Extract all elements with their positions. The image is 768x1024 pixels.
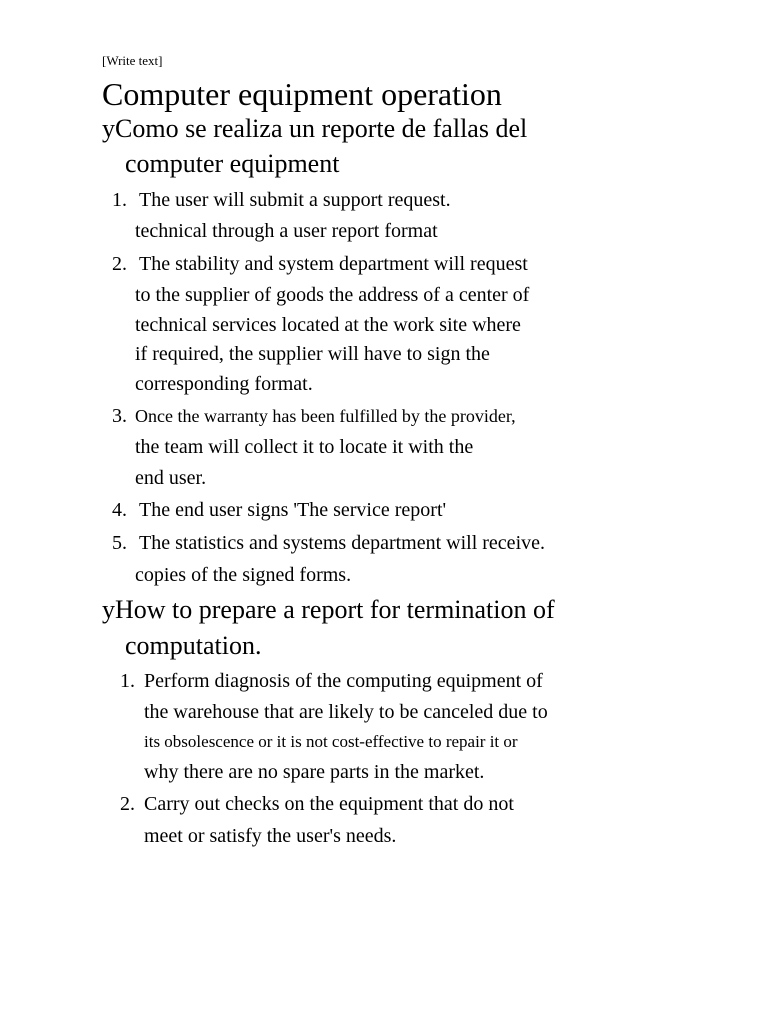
list-item-number: 4. — [112, 499, 127, 521]
list-item-line: end user. — [135, 467, 207, 489]
list-item-line: why there are no spare parts in the market. — [144, 761, 485, 783]
section-1-heading-line-1: yComo se realiza un reporte de fallas del — [102, 114, 528, 143]
document-title: Computer equipment operation — [102, 76, 502, 112]
list-item-line: The user will submit a support request. — [139, 189, 451, 211]
list-item-number: 3. — [112, 405, 127, 427]
list-item-line: Carry out checks on the equipment that do not — [144, 793, 514, 815]
list-item-line: meet or satisfy the user's needs. — [144, 825, 397, 847]
list-item-line: The statistics and systems department will receive. — [139, 532, 545, 554]
list-item-number: 5. — [112, 532, 127, 554]
section-2-heading-line-2: computation. — [125, 631, 262, 660]
list-item-number: 1. — [120, 670, 135, 692]
list-item-line: The end user signs 'The service report' — [139, 499, 447, 521]
list-item-line: if required, the supplier will have to sign the — [135, 343, 490, 365]
list-item-line: copies of the signed forms. — [135, 564, 352, 586]
list-item-line: Perform diagnosis of the computing equipment of — [144, 670, 543, 692]
section-1-heading-line-2: computer equipment — [125, 149, 340, 178]
header-placeholder: [Write text] — [102, 53, 163, 68]
list-item-line: to the supplier of goods the address of a center of — [135, 284, 530, 306]
list-item-line: The stability and system department will request — [139, 253, 528, 275]
list-item-number: 2. — [120, 793, 135, 815]
section-2-heading-line-1: yHow to prepare a report for termination of — [102, 595, 555, 624]
list-item-line: the warehouse that are likely to be canceled due to — [144, 701, 548, 723]
list-item-line: technical through a user report format — [135, 220, 438, 242]
list-item-line: corresponding format. — [135, 373, 313, 395]
list-item-line: technical services located at the work site where — [135, 314, 521, 336]
list-item-line: its obsolescence or it is not cost-effective to repair it or — [144, 732, 518, 751]
list-item-line: Once the warranty has been fulfilled by the provider, — [135, 406, 516, 426]
list-item-number: 2. — [112, 253, 127, 275]
list-item-line: the team will collect it to locate it with the — [135, 436, 474, 458]
list-item-number: 1. — [112, 189, 127, 211]
